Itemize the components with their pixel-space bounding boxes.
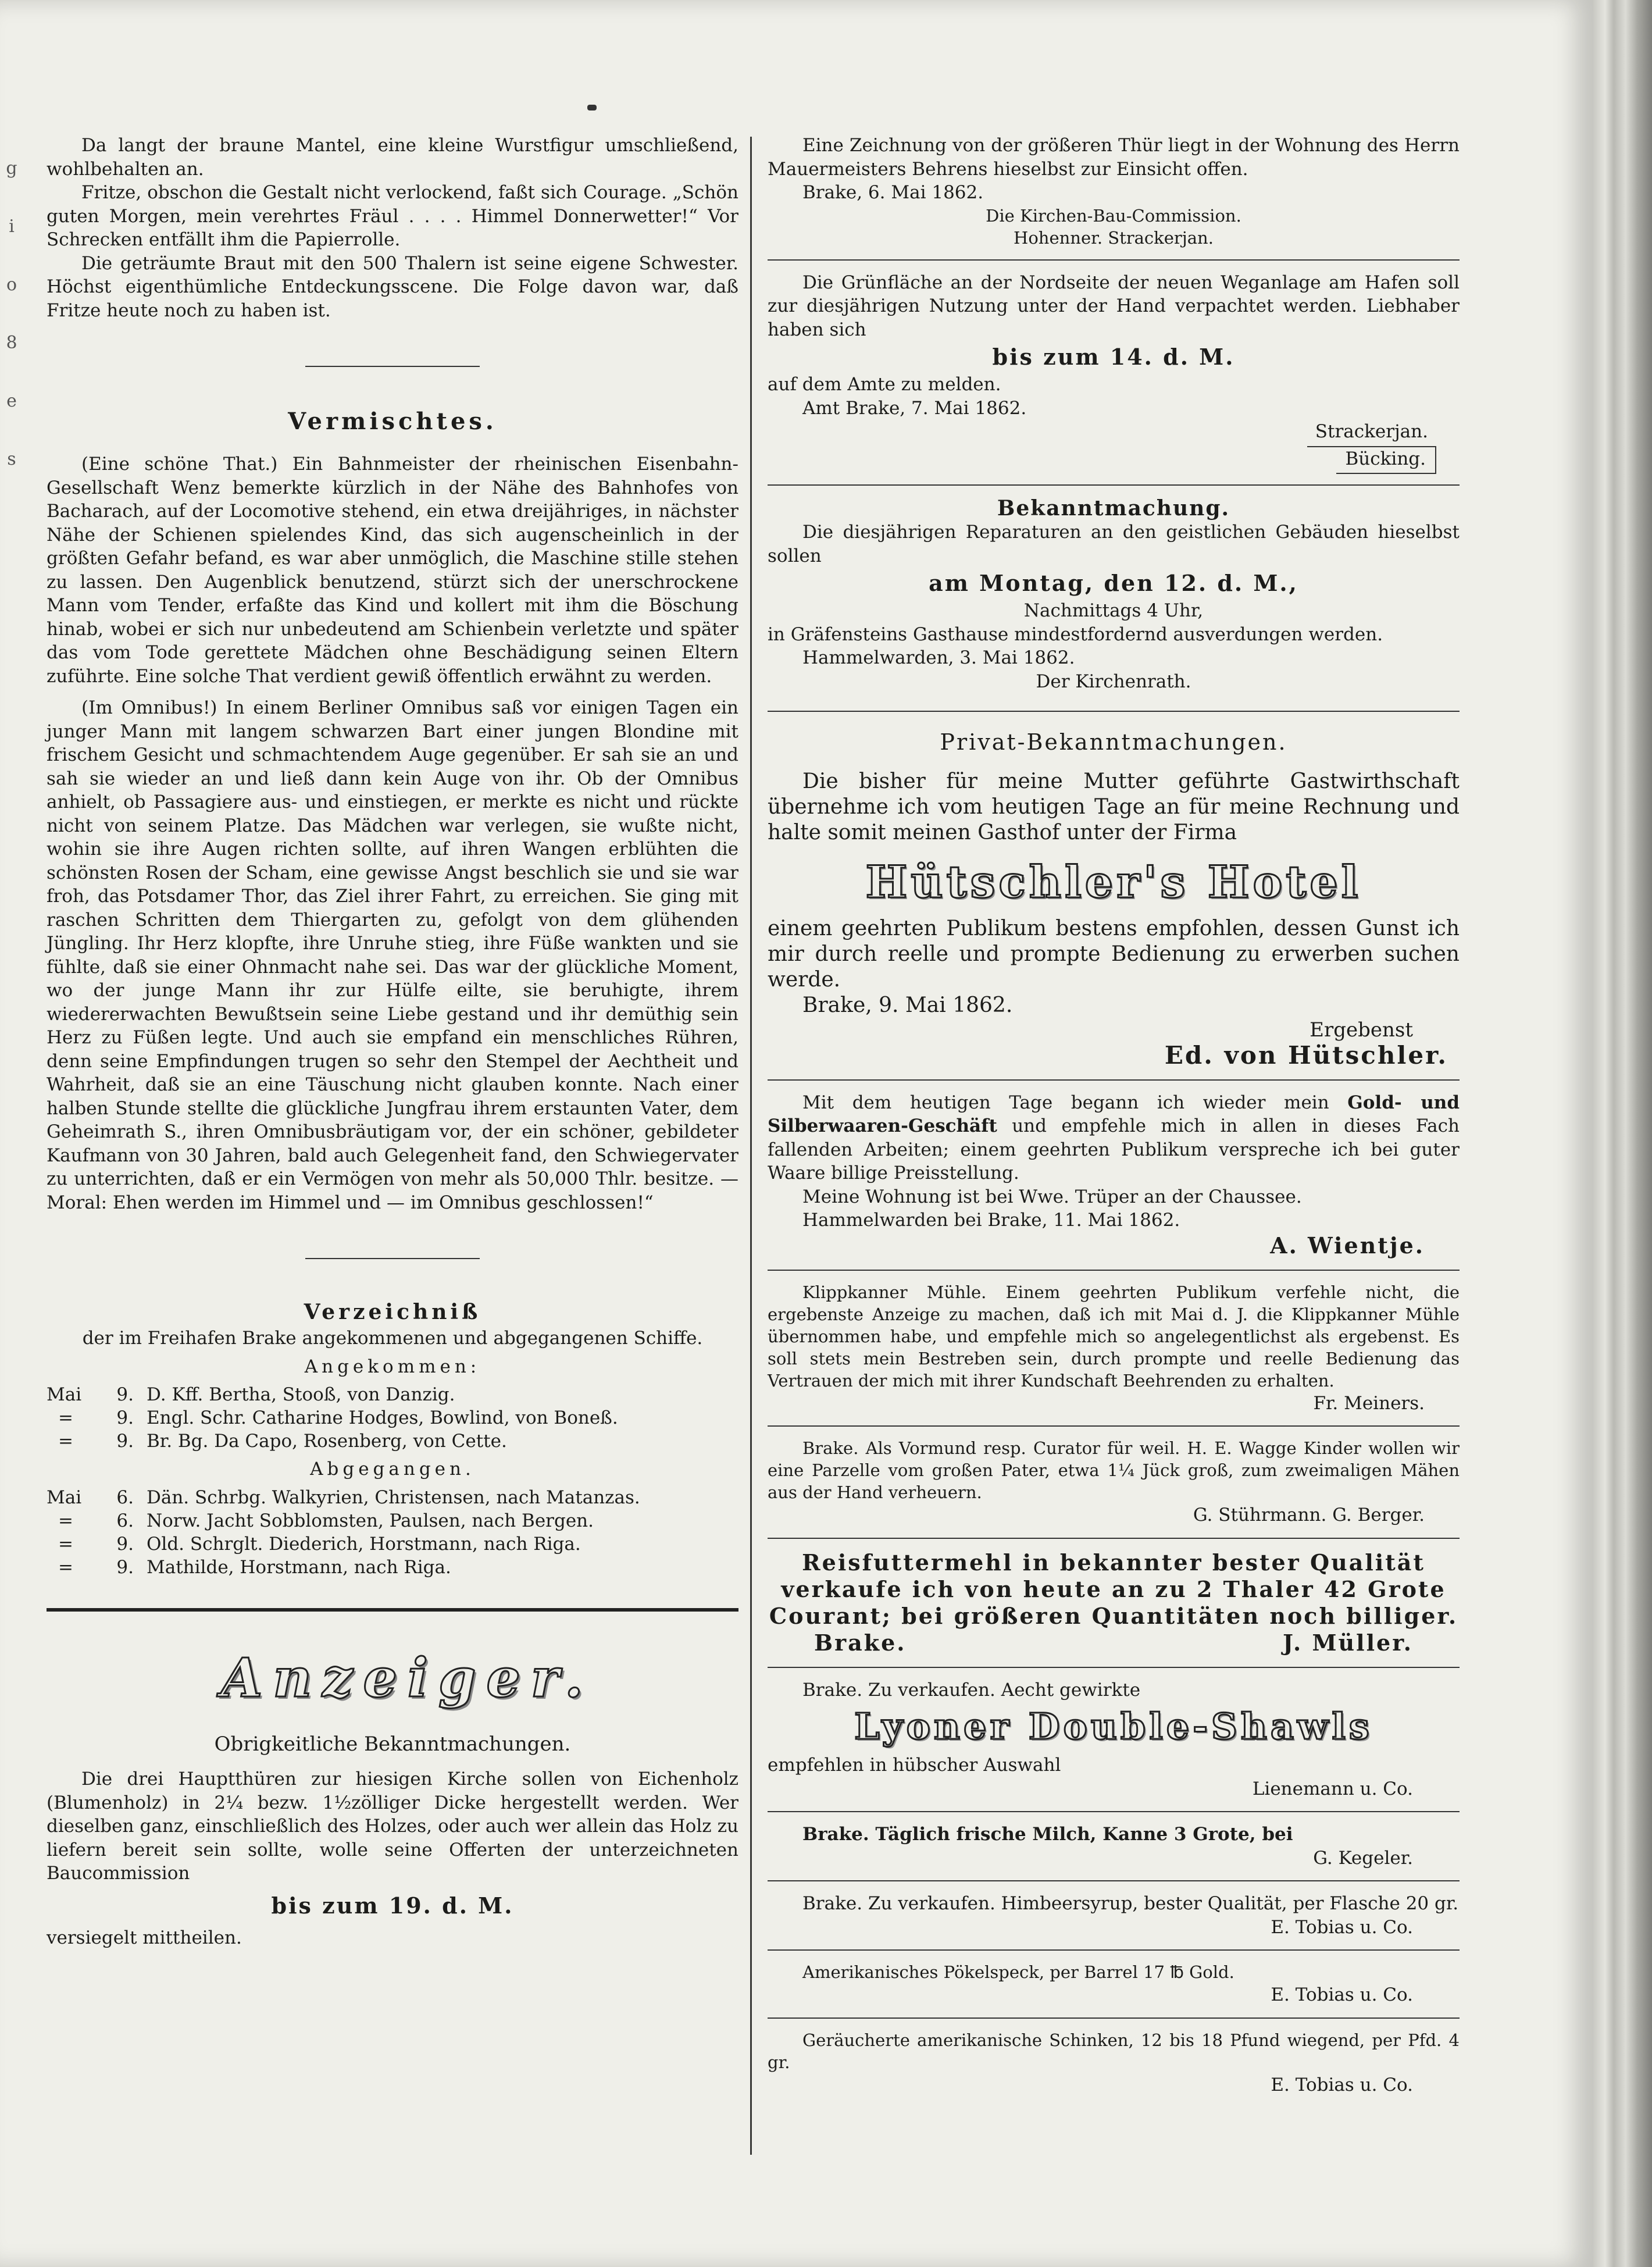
hotel-place-date: Brake, 9. Mai 1862.	[802, 993, 1013, 1017]
column-divider	[750, 137, 752, 2155]
story-paragraph: Die geträumte Braut mit den 500 Thalern ist seine eigene Schwester. Höchst eigenthümliche Entdeckungsscene. Die Folge davon war, daß Fritze heute noch zu haben ist.	[47, 252, 738, 321]
left-margin-chars	[0, 140, 23, 489]
right-column	[768, 134, 1460, 2097]
reis-line: Courant; bei größeren Quantitäten noch billiger.	[769, 1602, 1458, 1629]
verzeichniss-subtitle: der im Freihafen Brake angekommenen und abgegangenen Schiffe.	[82, 1328, 703, 1349]
gold-signature: A. Wientje.	[1270, 1232, 1425, 1259]
bekanntmachung-heading: Bekanntmachung.	[997, 496, 1230, 521]
notice-rule	[768, 2018, 1460, 2019]
ship-row: = 9. Engl. Schr. Catharine Hodges, Bowlind, von Boneß.	[58, 1407, 618, 1428]
notice-signature: Bücking.	[768, 447, 1460, 475]
book-page-edge	[1593, 0, 1652, 2267]
ship-row: = 9. Br. Bg. Da Capo, Rosenberg, von Cette.	[58, 1431, 507, 1452]
left-column	[47, 134, 738, 1949]
notice-rule	[768, 1079, 1460, 1081]
section-divider	[305, 366, 480, 367]
notice-place-date: Brake, 6. Mai 1862.	[802, 182, 984, 203]
ship-row: Mai 6. Dän. Schrbg. Walkyrien, Christensen, nach Matanzas.	[47, 1487, 640, 1508]
notice-rule	[768, 259, 1460, 261]
notice-rule	[768, 1270, 1460, 1271]
obrigkeitliche-text: Die drei Hauptthüren zur hiesigen Kirche sollen von Eichenholz (Blumenholz) in 2¼ bezw. 1½zölliger Dicke hergestellt werden. Wer dieselben ganz, einschließlich des Holzes, oder auch wer allein das Holz zu liefern bereit sein sollte, wolle seine Offerten der unterzeichneten Baucommission	[47, 1769, 738, 1884]
gold-text: Mit dem heutigen Tage begann ich wieder mein Gold- und Silberwaaren-Geschäft und empfehle mich in allen in dieses Fach fallenden Arbeiten; einem geehrten Publikum verspreche ich bei guter Waare billige Preisstellung.	[768, 1092, 1460, 1184]
muehle-signature: Fr. Meiners.	[1313, 1392, 1425, 1414]
milch-signature: G. Kegeler.	[1313, 1847, 1413, 1869]
article-paragraph: (Eine schöne That.) Ein Bahnmeister der rheinischen Eisenbahn-Gesellschaft Wenz bemerkte kürzlich in der Nähe des Bahnhofes von Bacharach, auf der Locomotive stehend, ein etwa dreijähriges, in nächster Nähe der Schienen spielendes Kind, das sich augenscheinlich in der größten Gefahr befand, es war aber unmöglich, die Maschine stille stehen zu lassen. Den Augenblick benutzend, stürzt sich der unerschrockene Mann vom Tender, erfaßte das Kind und kollert mit ihm die Böschung hinab, wobei er sich nur unbedeutend am Schienbein verletzte und später das vom Tode gerettete Mädchen ohne Beschädigung seinen Eltern zuführte. Eine solche That verdient gewiß öffentlich erwähnt zu werden.	[47, 454, 738, 687]
obrigkeitliche-end: versiegelt mittheilen.	[47, 1927, 242, 1948]
gold-text: Meine Wohnung ist bei Wwe. Trüper an der Chaussee.	[802, 1186, 1302, 1207]
poekel-signature: E. Tobias u. Co.	[1271, 1984, 1413, 2005]
hotel-signature: Ed. von Hütschler.	[1164, 1040, 1448, 1070]
shawls-signature: Lienemann u. Co.	[1252, 1778, 1413, 1799]
vormund-signature: G. Stührmann. G. Berger.	[1193, 1505, 1425, 1525]
shawls-name: Lyoner Double-Shawls	[854, 1705, 1373, 1748]
margin-char: s	[7, 449, 16, 469]
notice-text: Die Grünfläche an der Nordseite der neuen Weganlage am Hafen soll zur diesjährigen Nutzung unter der Hand verpachtet werden. Liebhaber haben sich	[768, 272, 1460, 340]
notice-date: am Montag, den 12. d. M.,	[929, 570, 1298, 596]
himbeer-signature: E. Tobias u. Co.	[1271, 1916, 1413, 1938]
notice-text: Die diesjährigen Reparaturen an den geistlichen Gebäuden hieselbst sollen	[768, 522, 1460, 566]
notice-date: bis zum 14. d. M.	[992, 344, 1235, 370]
notice-rule	[768, 1425, 1460, 1427]
margin-char: e	[6, 391, 17, 411]
hotel-text: Die bisher für meine Mutter geführte Gastwirthschaft übernehme ich vom heutigen Tage an für meine Rechnung und halte somit meinen Gasthof unter der Firma	[768, 769, 1460, 844]
vormund-text: Brake. Als Vormund resp. Curator für weil. H. E. Wagge Kinder wollen wir eine Parzelle vom großen Pater, etwa 1¼ Jück groß, zum zweimaligen Mähen aus der Hand verheuern.	[768, 1438, 1460, 1502]
gold-place-date: Hammelwarden bei Brake, 11. Mai 1862.	[802, 1210, 1180, 1231]
reis-place: Brake.	[814, 1629, 907, 1656]
obrigkeitliche-heading: Obrigkeitliche Bekanntmachungen.	[214, 1732, 571, 1756]
notice-place-date: Amt Brake, 7. Mai 1862.	[802, 397, 1027, 419]
ship-row: = 9. Mathilde, Horstmann, nach Riga.	[58, 1556, 451, 1578]
hotel-text: einem geehrten Publikum bestens empfohlen, dessen Gunst ich mir durch reelle und prompte Bedienung zu erwerben suchen werde.	[768, 917, 1460, 992]
reis-line: Reisfuttermehl in bekannter bester Qualität	[802, 1549, 1425, 1576]
privat-heading: Privat-Bekanntmachungen.	[940, 729, 1287, 755]
notice-rule	[768, 1811, 1460, 1812]
notice-rule	[768, 711, 1460, 712]
himbeer-text: Brake. Zu verkaufen. Himbeersyrup, bester Qualität, per Flasche 20 gr.	[802, 1893, 1459, 1914]
abgegangen-label: Abgegangen.	[310, 1459, 475, 1480]
notice-time: Nachmittags 4 Uhr,	[1023, 600, 1204, 621]
schinken-text: Geräucherte amerikanische Schinken, 12 bis 18 Pfund wiegend, per Pfd. 4 gr.	[768, 2030, 1460, 2072]
ship-row: = 9. Old. Schrglt. Diederich, Horstmann, nach Riga.	[58, 1533, 581, 1555]
section-divider	[305, 1258, 480, 1259]
reis-line: verkaufe ich von heute an zu 2 Thaler 42 Grote	[781, 1576, 1446, 1602]
margin-char: g	[6, 158, 17, 179]
obrigkeitliche-date: bis zum 19. d. M.	[271, 1892, 514, 1919]
reis-signature: J. Müller.	[1283, 1629, 1413, 1656]
margin-char: i	[9, 216, 15, 237]
verzeichniss-heading: Verzeichniß	[304, 1300, 481, 1324]
reis-footer	[768, 1630, 1460, 1656]
hotel-name: Hütschler's Hotel	[865, 856, 1362, 908]
anzeiger-title: Anzeiger.	[221, 1646, 594, 1709]
story-paragraph: Da langt der braune Mantel, eine kleine Wurstfigur umschließend, wohlbehalten an.	[47, 135, 738, 180]
shawls-text: empfehlen in hübscher Auswahl	[768, 1755, 1061, 1776]
angekommen-list	[47, 1383, 738, 1453]
ink-mark	[587, 105, 597, 111]
notice-rule	[768, 1538, 1460, 1539]
notice-signature: Hohenner. Strackerjan.	[1014, 227, 1214, 248]
notice-rule	[768, 1880, 1460, 1881]
notice-text: auf dem Amte zu melden.	[768, 374, 1001, 395]
poekel-text: Amerikanisches Pökelspeck, per Barrel 17 ℔ Gold.	[802, 1962, 1234, 1982]
notice-text: in Gräfensteins Gasthause mindestfordernd ausverdungen werden.	[768, 623, 1383, 645]
margin-char: 8	[6, 333, 17, 353]
notice-place-date: Hammelwarden, 3. Mai 1862.	[802, 647, 1075, 668]
notice-rule	[768, 1949, 1460, 1951]
shawls-intro: Brake. Zu verkaufen. Aecht gewirkte	[802, 1679, 1141, 1701]
anzeiger-rule	[47, 1608, 738, 1612]
notice-signature: Strackerjan.	[768, 420, 1460, 447]
ship-row: = 6. Norw. Jacht Sobblomsten, Paulsen, nach Bergen.	[58, 1510, 594, 1531]
notice-signature: Die Kirchen-Bau-Commission.	[986, 205, 1241, 226]
notice-signature: Der Kirchenrath.	[1036, 671, 1191, 692]
notice-text: Eine Zeichnung von der größeren Thür liegt in der Wohnung des Herrn Mauermeisters Behrens hieselbst zur Einsicht offen.	[768, 135, 1460, 180]
notice-rule	[768, 484, 1460, 486]
muehle-text: Klippkanner Mühle. Einem geehrten Publikum verfehle nicht, die ergebenste Anzeige zu machen, daß ich mit Mai d. J. die Klippkanner Mühle übernommen habe, und empfehle mich so angelegentlichst als ergebenst. Es soll stets mein Bestreben sein, durch prompte und reelle Bedienung das Vertrauen der mich mit ihrer Kundschaft Beehrenden zu erhalten.	[768, 1282, 1460, 1391]
ship-row: Mai 9. D. Kff. Bertha, Stooß, von Danzig.	[47, 1384, 455, 1405]
schinken-signature: E. Tobias u. Co.	[1271, 2074, 1413, 2095]
abgegangen-list	[47, 1486, 738, 1579]
notice-rule	[768, 1667, 1460, 1668]
vermischtes-heading: Vermischtes.	[288, 408, 497, 435]
milch-text: Brake. Täglich frische Milch, Kanne 3 Grote, bei	[802, 1824, 1293, 1845]
story-paragraph: Fritze, obschon die Gestalt nicht verlockend, faßt sich Courage. „Schön guten Morgen, mein verehrtes Fräul . . . . Himmel Donnerwetter!“ Vor Schrecken entfällt ihm die Papierrolle.	[47, 182, 738, 250]
margin-char: o	[6, 275, 17, 295]
article-paragraph: (Im Omnibus!) In einem Berliner Omnibus saß vor einigen Tagen ein junger Mann mit langem schwarzen Bart einer jungen Blondine mit frischem Gesicht und schmachtendem Auge gegenüber. Er sah sie an und sah sie wieder an und ließ dann kein Auge von ihr. Ob der Omnibus anhielt, ob Passagiere aus- und einstiegen, er merkte es nicht und rückte nicht von seinem Platze. Das Mädchen war verlegen, sie wußte nicht, wohin sie ihre Augen richten sollte, auf ihren Wangen erblühten die schönsten Rosen der Scham, eine gewisse Angst beschlich sie und sie war froh, das Potsdamer Thor, das Ziel ihrer Fahrt, zu erreichen. Sie ging mit raschen Schritten dem Thiergarten zu, gefolgt von dem glühenden Jüngling. Ihr Herz klopfte, ihre Unruhe stieg, ihre Füße wankten und sie fühlte, daß sie einer Ohnmacht nahe sei. Das war der glückliche Moment, wo der junge Mann ihr zur Hülfe eilte, sie beruhigte, ihrem wiedererwachten Bewußtsein seine Liebe gestand und ihr demüthig sein Herz zu Füßen legte. Und auch sie empfand ein menschliches Rühren, denn seine Empfindungen trugen so sehr den Stempel der Aechtheit und Wahrheit, daß sie an eine Täuschung nicht glauben konnte. Nach einer halben Stunde stellte die glückliche Jungfrau ihrem erstaunten Vater, dem Geheimrath S., ihren Omnibusbräutigam vor, der ein schöner, gebildeter Kaufmann von 30 Jahren, bald auch Gelegenheit fand, den Schwiegervater zu unterrichten, daß er ein Vermögen von mehr als 50,000 Thlr. besitze. — Moral: Ehen werden im Himmel und — im Omnibus geschlossen!“	[47, 697, 738, 1213]
hotel-ergebenst: Ergebenst	[1310, 1018, 1413, 1042]
angekommen-label: Angekommen:	[304, 1356, 481, 1377]
